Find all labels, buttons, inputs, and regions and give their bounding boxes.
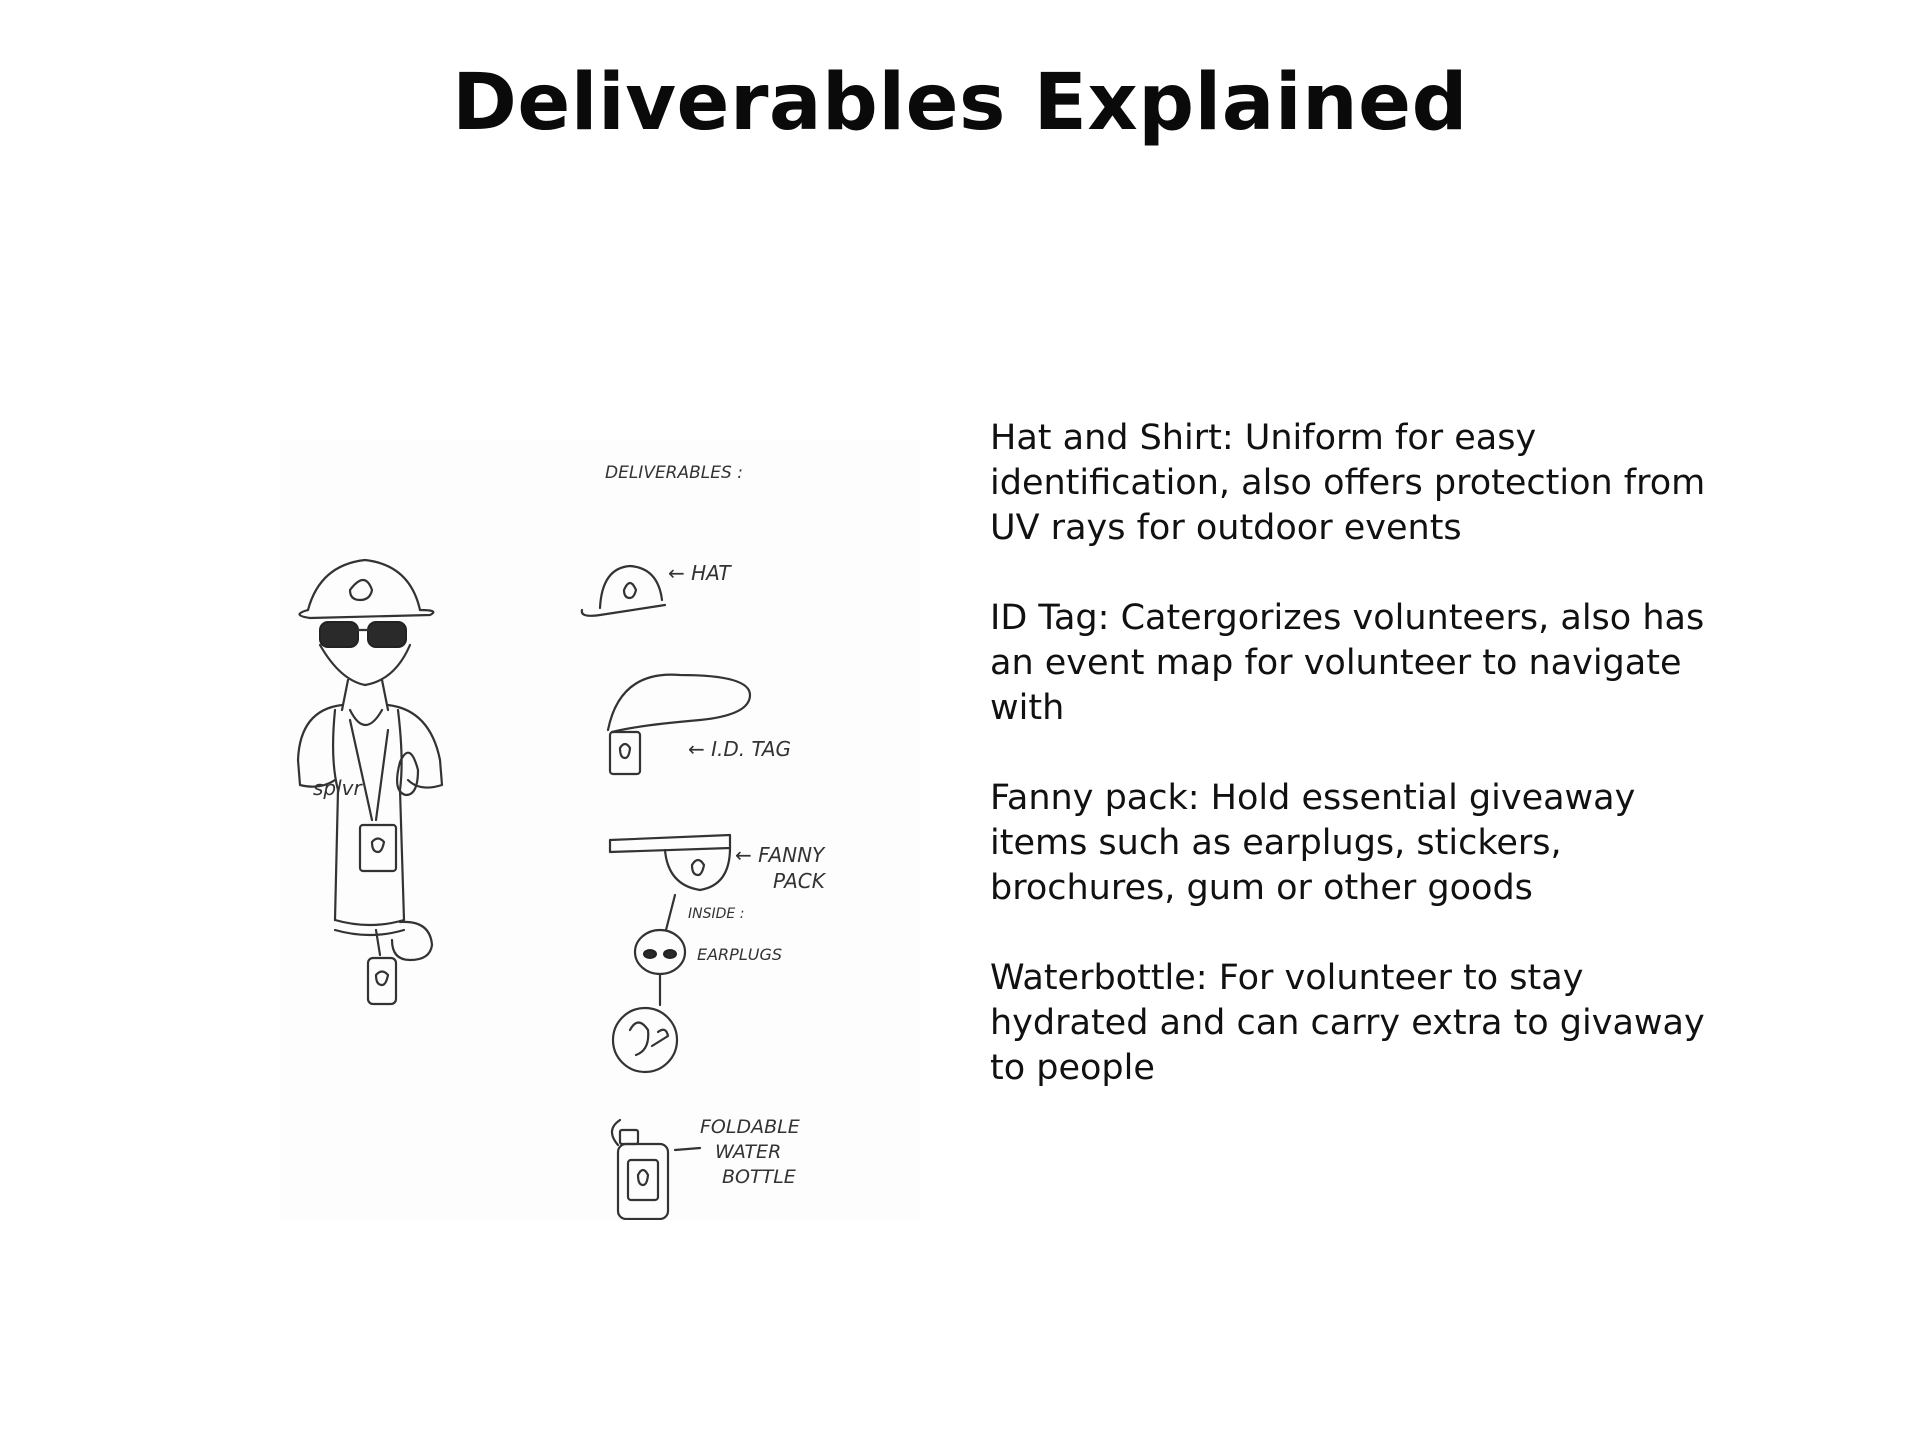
fanny-pack-description: Fanny pack: Hold essential giveaway items such as earplugs, stickers, brochures, gum or other goods <box>990 778 1636 908</box>
hat-label: ← HAT <box>668 561 731 585</box>
inside-label: INSIDE : <box>688 906 745 922</box>
earplugs-label: EARPLUGS <box>697 945 782 964</box>
bottle-label-3: BOTTLE <box>722 1166 796 1188</box>
hat-shirt-description: Hat and Shirt: Uniform for easy identification, also offers protection from UV rays for outdoor events <box>990 418 1706 548</box>
id-tag-label: ← I.D. TAG <box>688 737 792 761</box>
bottle-label-2: WATER <box>715 1141 782 1163</box>
shirt-logo-text: splvr <box>313 776 362 800</box>
waterbottle-description: Waterbottle: For volunteer to stay hydrated and can carry extra to givaway to people <box>990 958 1705 1088</box>
bottle-label-1: FOLDABLE <box>700 1116 800 1138</box>
sketch-heading: DELIVERABLES : <box>605 463 743 483</box>
fanny-pack-label-1: ← FANNY <box>735 843 825 867</box>
deliverables-descriptions <box>990 416 1710 1136</box>
page-title: Deliverables Explained <box>452 58 1468 148</box>
id-tag-description: ID Tag: Catergorizes volunteers, also has an event map for volunteer to navigate with <box>990 598 1705 728</box>
deliverables-sketch <box>280 440 920 1220</box>
fanny-pack-label-2: PACK <box>773 869 825 893</box>
